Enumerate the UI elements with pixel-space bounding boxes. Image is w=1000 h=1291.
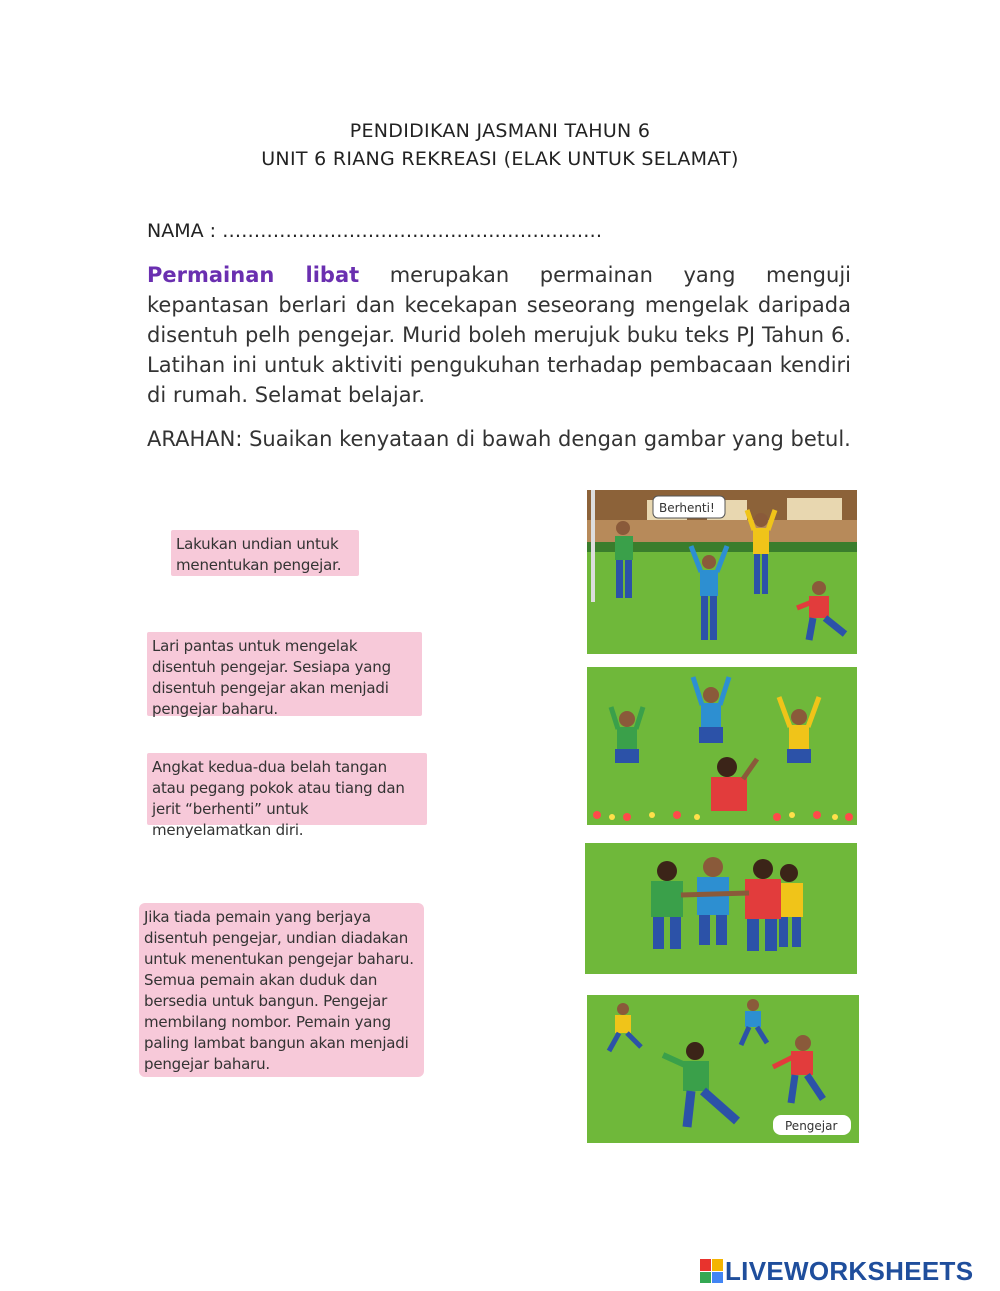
picture-freeze-berhenti[interactable]: [587, 490, 857, 654]
scene-illustration-3: [585, 843, 857, 974]
statement-card-1[interactable]: Lakukan undian untuk menentukan pengejar.: [171, 530, 359, 576]
picture-sit-and-stand[interactable]: [587, 667, 857, 825]
liveworksheets-logo-icon: [700, 1259, 722, 1283]
scene-illustration-4: [587, 995, 859, 1143]
instruction-text: ARAHAN: Suaikan kenyataan di bawah dengan gambar yang betul.: [147, 427, 851, 451]
speech-bubble-text: Berhenti!: [659, 501, 715, 515]
scene-illustration-1: [587, 490, 857, 654]
picture-draw-lots[interactable]: [585, 843, 857, 974]
picture-run-from-chaser[interactable]: [587, 995, 859, 1143]
chaser-label: Pengejar: [785, 1119, 838, 1133]
name-field-label[interactable]: NAMA : ……………………………………………………: [147, 220, 603, 242]
worksheet-title: PENDIDIKAN JASMANI TAHUN 6: [349, 120, 651, 142]
statement-card-3[interactable]: Angkat kedua-dua belah tangan atau pegang pokok atau tiang dan jerit “berhenti” untuk menyelamatkan diri.: [147, 753, 427, 825]
intro-paragraph: [147, 260, 851, 410]
intro-highlight: Permainan libat: [147, 263, 360, 287]
liveworksheets-logo[interactable]: [700, 1256, 973, 1286]
scene-illustration-2: [587, 667, 857, 825]
logo-text: LIVEWORKSHEETS: [725, 1255, 974, 1286]
intro-text: merupakan permainan yang menguji kepantasan berlari dan kecekapan seseorang mengelak daripada disentuh pelh pengejar. Murid boleh merujuk buku teks PJ Tahun 6. Latihan ini untuk aktiviti pengukuhan terhadap pembacaan kendiri di rumah. Selamat belajar.: [147, 263, 851, 407]
statement-card-4[interactable]: Jika tiada pemain yang berjaya disentuh pengejar, undian diadakan untuk menentukan pengejar baharu. Semua pemain akan duduk dan bersedia untuk bangun. Pengejar membilang nombor. Pemain yang paling lambat bangun akan menjadi pengejar baharu.: [139, 903, 424, 1077]
worksheet-subtitle: UNIT 6 RIANG REKREASI (ELAK UNTUK SELAMAT): [261, 148, 739, 170]
statement-card-2[interactable]: Lari pantas untuk mengelak disentuh pengejar. Sesiapa yang disentuh pengejar akan menjadi pengejar baharu.: [147, 632, 422, 716]
